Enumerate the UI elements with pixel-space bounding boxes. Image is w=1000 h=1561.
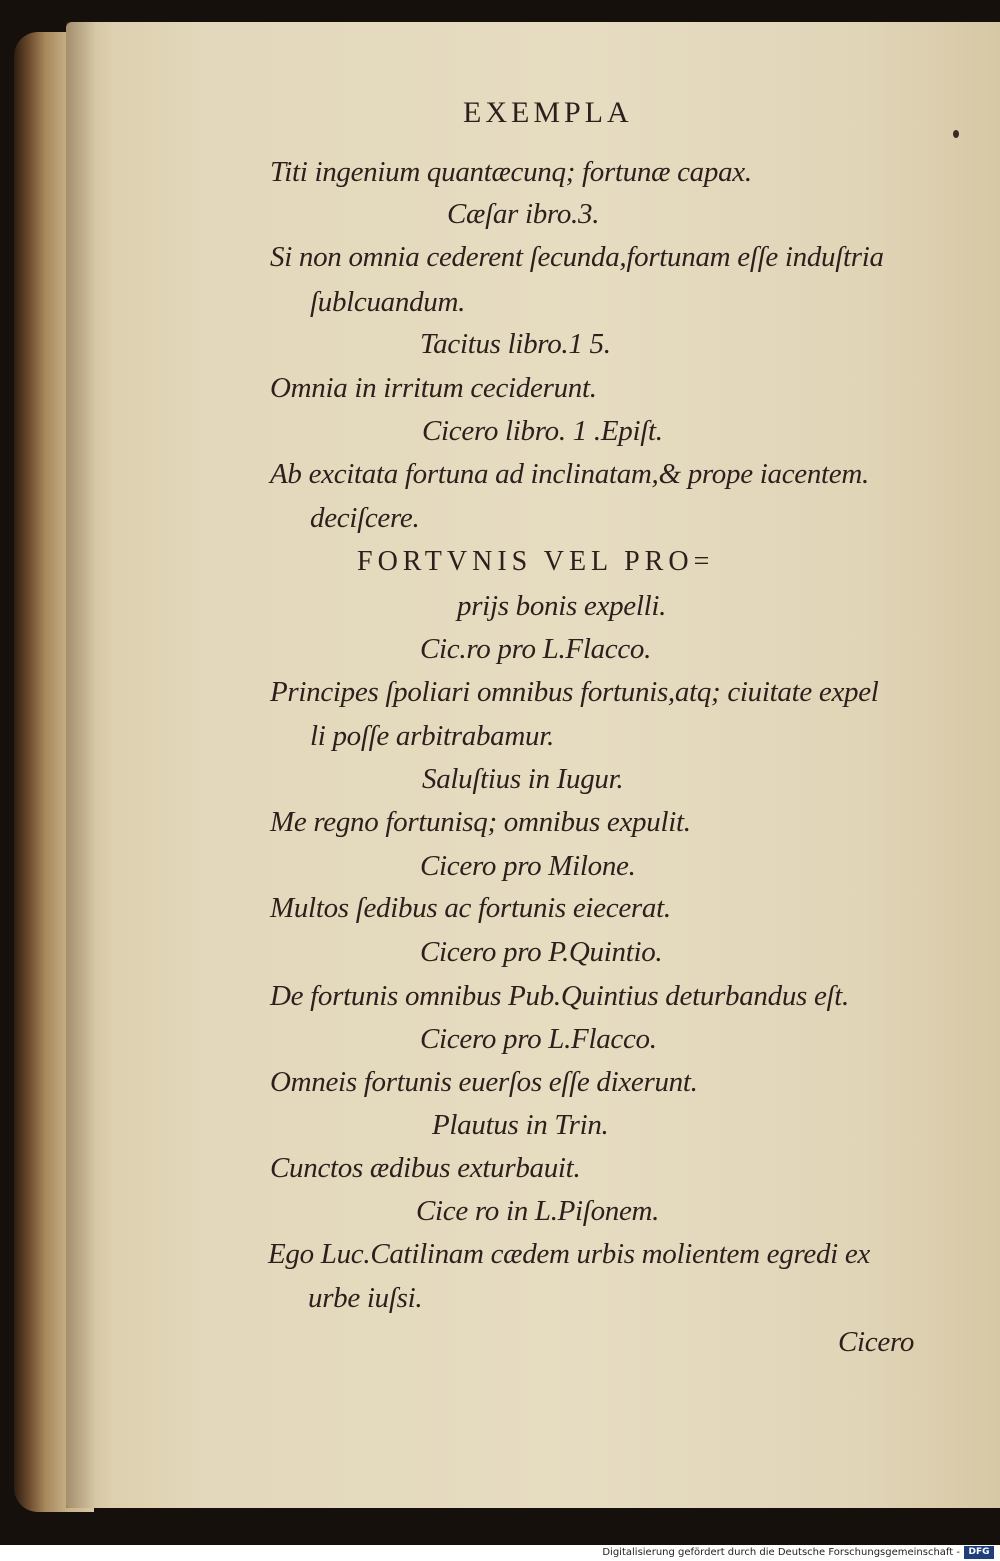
citation-line: Cic.ro pro L.Flacco. xyxy=(420,633,652,665)
dfg-logo: DFG xyxy=(964,1546,994,1559)
text-line: Ego Luc.Catilinam cædem urbis molientem egredi ex xyxy=(268,1238,870,1270)
citation-line: Cæſar ibro.3. xyxy=(447,198,600,230)
digitization-credit: Digitalisierung gefördert durch die Deutsche Forschungsgemeinschaft - xyxy=(602,1547,960,1558)
text-line: li poſſe arbitrabamur. xyxy=(310,720,554,752)
text-line: Me regno fortunisq; omnibus expulit. xyxy=(270,806,691,838)
citation-line: Saluſtius in Iugur. xyxy=(422,763,624,795)
text-line: Multos ſedibus ac fortunis eiecerat. xyxy=(270,892,671,924)
section-heading: FORTVNIS VEL PRO= xyxy=(357,546,715,577)
text-line: Titi ingenium quantæcunq; fortunæ capax. xyxy=(270,156,752,188)
citation-line: Cicero pro Milone. xyxy=(420,850,636,882)
text-line: deciſcere. xyxy=(310,502,420,534)
text-line: Si non omnia cederent ſecunda,fortunam eſſe induſtria xyxy=(270,241,884,273)
text-line: Omnia in irritum ceciderunt. xyxy=(270,372,597,404)
text-line: Omneis fortunis euerſos eſſe dixerunt. xyxy=(270,1066,698,1098)
text-line: ſublcuandum. xyxy=(310,286,466,318)
citation-line: Cicero pro L.Flacco. xyxy=(420,1023,657,1055)
section-heading-line: prijs bonis expelli. xyxy=(457,590,667,622)
text-line: Principes ſpoliari omnibus fortunis,atq; ciuitate expel xyxy=(270,676,879,708)
running-head: EXEMPLA xyxy=(463,96,633,129)
text-line: Cunctos ædibus exturbauit. xyxy=(270,1152,581,1184)
citation-line: Plautus in Trin. xyxy=(432,1109,609,1141)
text-line: urbe iuſsi. xyxy=(308,1282,423,1314)
ink-mark xyxy=(953,130,959,138)
citation-line: Tacitus libro.1 5. xyxy=(420,328,611,360)
text-line: Ab excitata fortuna ad inclinatam,& prope iacentem. xyxy=(270,458,869,490)
citation-line: Cicero pro P.Quintio. xyxy=(420,936,663,968)
citation-line: Cice ro in L.Piſonem. xyxy=(416,1195,660,1227)
page-gutter-shadow xyxy=(66,22,96,1508)
catchword: Cicero xyxy=(838,1326,915,1358)
citation-line: Cicero libro. 1 .Epiſt. xyxy=(422,415,663,447)
text-line: De fortunis omnibus Pub.Quintius deturbandus eſt. xyxy=(270,980,849,1012)
